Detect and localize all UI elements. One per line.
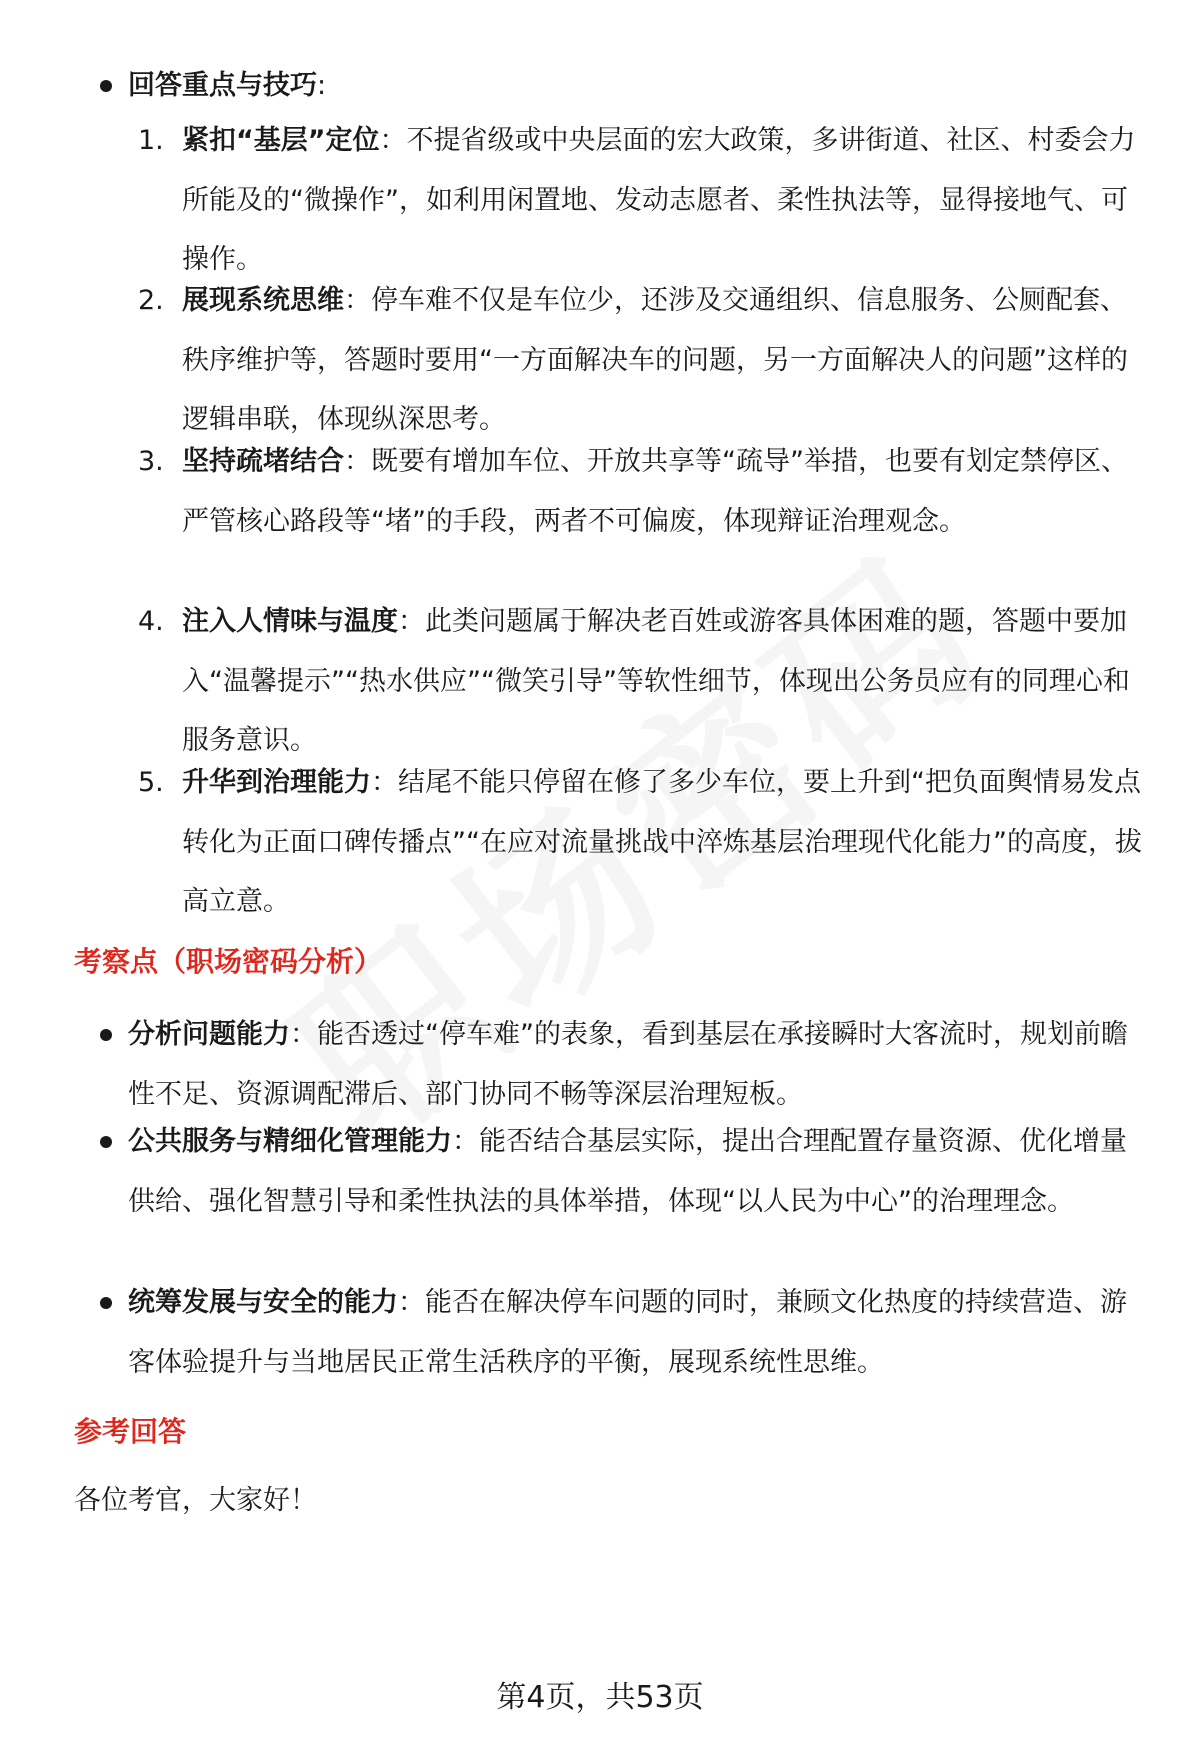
list-number: 4.: [138, 606, 164, 637]
kaocha-title: 统筹发展与安全的能力: [128, 1287, 398, 1318]
page-number: 第4页，共53页: [496, 1680, 704, 1715]
tips-item-5: 5. 升华到治理能力：结尾不能只停留在修了多少车位，要上升到“把负面舆情易发点转化为正面口碑传播点”“在应对流量挑战中淬炼基层治理现代化能力”的高度，拔高立意。: [138, 753, 1150, 932]
tips-colon: :: [317, 70, 327, 101]
kaocha-text: 能否透过“停车难”的表象，看到基层在承接瞬时大客流时，规划前瞻性不足、资源调配滞后、部门协同不畅等深层治理短板。: [128, 1019, 1128, 1110]
tips-item-1: 1. 紧扣“基层”定位：不提省级或中央层面的宏大政策，多讲街道、社区、村委会力所能及的“微操作”，如利用闲置地、发动志愿者、柔性执法等，显得接地气、可操作。: [138, 111, 1150, 290]
kaocha-item-3: 统筹发展与安全的能力：能否在解决停车问题的同时，兼顾文化热度的持续营造、游客体验提升与当地居民正常生活秩序的平衡，展现系统性思维。: [100, 1273, 1150, 1393]
kaocha-text: 能否结合基层实际，提出合理配置存量资源、优化增量供给、强化智慧引导和柔性执法的具体举措，体现“以人民为中心”的治理理念。: [128, 1126, 1127, 1217]
list-number: 5.: [138, 767, 164, 798]
bullet-dot-icon: [100, 1297, 112, 1309]
section-heading-answer: 参考回答: [74, 1415, 187, 1448]
tips-item-4: 4. 注入人情味与温度：此类问题属于解决老百姓或游客具体困难的题，答题中要加入“温馨提示”“热水供应”“微笑引导”等软性细节，体现出公务员应有的同理心和服务意识。: [138, 592, 1150, 771]
kaocha-title: 分析问题能力: [128, 1019, 290, 1050]
answer-greeting: 各位考官，大家好！: [74, 1485, 317, 1516]
tip-title: 紧扣“基层”定位: [182, 125, 380, 156]
tip-text: 停车难不仅是车位少，还涉及交通组织、信息服务、公厕配套、秩序维护等，答题时要用“一方面解决车的问题，另一方面解决人的问题”这样的逻辑串联，体现纵深思考。: [182, 285, 1128, 435]
list-number: 1.: [138, 125, 164, 156]
tip-title: 展现系统思维: [182, 285, 344, 316]
tip-text: 此类问题属于解决老百姓或游客具体困难的题，答题中要加入“温馨提示”“热水供应”“微笑引导”等软性细节，体现出公务员应有的同理心和服务意识。: [182, 606, 1130, 756]
list-number: 3.: [138, 446, 164, 477]
tip-text: 不提省级或中央层面的宏大政策，多讲街道、社区、村委会力所能及的“微操作”，如利用闲置地、发动志愿者、柔性执法等，显得接地气、可操作。: [182, 125, 1136, 275]
kaocha-item-1: 分析问题能力：能否透过“停车难”的表象，看到基层在承接瞬时大客流时，规划前瞻性不足、资源调配滞后、部门协同不畅等深层治理短板。: [100, 1005, 1150, 1125]
bullet-dot-icon: [100, 1136, 112, 1148]
kaocha-text: 能否在解决停车问题的同时，兼顾文化热度的持续营造、游客体验提升与当地居民正常生活秩序的平衡，展现系统性思维。: [128, 1287, 1127, 1378]
tips-heading-bullet: [100, 56, 1150, 116]
tips-item-3: 3. 坚持疏堵结合：既要有增加车位、开放共享等“疏导”举措，也要有划定禁停区、严管核心路段等“堵”的手段，两者不可偏废，体现辩证治理观念。: [138, 432, 1150, 551]
tip-text: 既要有增加车位、开放共享等“疏导”举措，也要有划定禁停区、严管核心路段等“堵”的手段，两者不可偏废，体现辩证治理观念。: [182, 446, 1128, 537]
kaocha-title: 公共服务与精细化管理能力: [128, 1126, 452, 1157]
tip-title: 坚持疏堵结合: [182, 446, 344, 477]
tip-text: 结尾不能只停留在修了多少车位，要上升到“把负面舆情易发点转化为正面口碑传播点”“在应对流量挑战中淬炼基层治理现代化能力”的高度，拔高立意。: [182, 767, 1142, 917]
bullet-dot-icon: [100, 80, 112, 92]
list-number: 2.: [138, 285, 164, 316]
section-heading-kaocha: 考察点（职场密码分析）: [74, 945, 383, 978]
tip-title: 注入人情味与温度: [182, 606, 398, 637]
bullet-dot-icon: [100, 1029, 112, 1041]
tips-title: 回答重点与技巧: [128, 70, 317, 101]
kaocha-item-2: 公共服务与精细化管理能力：能否结合基层实际，提出合理配置存量资源、优化增量供给、强化智慧引导和柔性执法的具体举措，体现“以人民为中心”的治理理念。: [100, 1112, 1150, 1232]
tip-title: 升华到治理能力: [182, 767, 371, 798]
tips-item-2: 2. 展现系统思维：停车难不仅是车位少，还涉及交通组织、信息服务、公厕配套、秩序维护等，答题时要用“一方面解决车的问题，另一方面解决人的问题”这样的逻辑串联，体现纵深思考。: [138, 271, 1150, 450]
